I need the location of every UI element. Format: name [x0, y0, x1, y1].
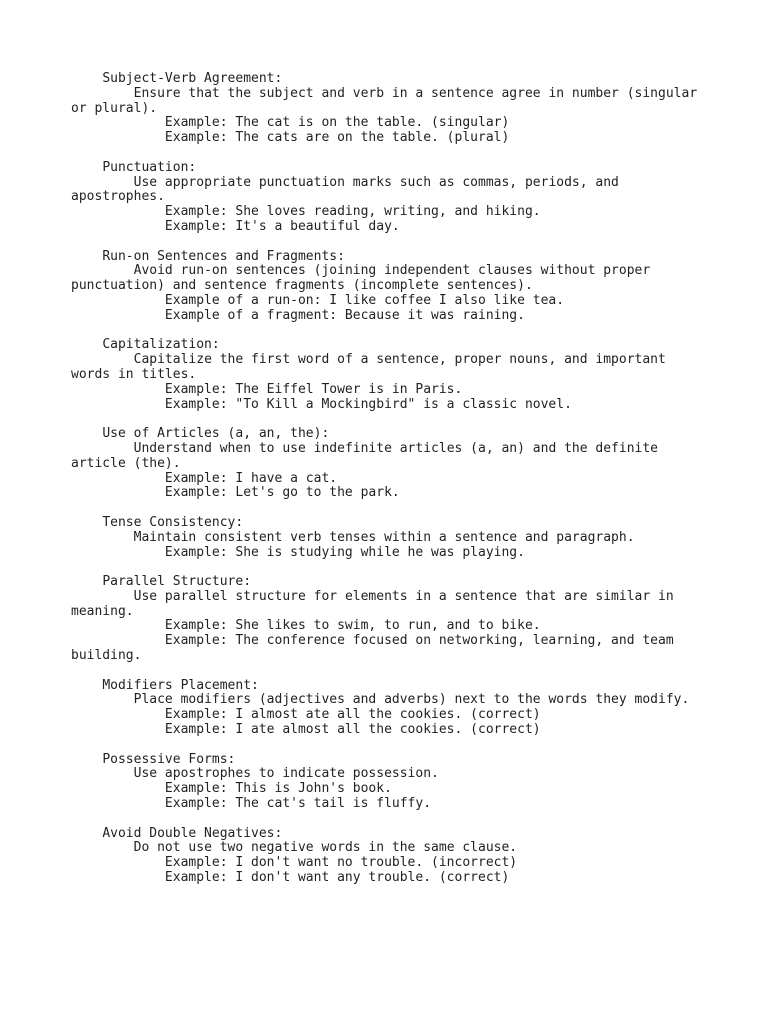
- section-description: Ensure that the subject and verb in a sentence agree in number (singular or plural).: [71, 85, 705, 116]
- section-heading: Use of Articles (a, an, the):: [71, 426, 330, 442]
- example-line: Example: The conference focused on networking, learning, and team building.: [71, 633, 682, 664]
- example-line: Example: I have a cat.: [71, 470, 338, 486]
- rule-section: [71, 338, 701, 412]
- example-line: Example: I ate almost all the cookies. (correct): [71, 722, 541, 738]
- example-line: Example: She loves reading, writing, and hiking.: [71, 204, 541, 220]
- example-line: Example of a fragment: Because it was raining.: [71, 307, 525, 323]
- rule-section: [71, 427, 701, 501]
- section-heading: Tense Consistency:: [71, 514, 244, 530]
- rule-section: [71, 161, 701, 235]
- section-description: Use parallel structure for elements in a sentence that are similar in meaning.: [71, 588, 682, 619]
- example-line: Example: The cats are on the table. (plural): [71, 130, 510, 146]
- example-line: Example: She is studying while he was playing.: [71, 544, 525, 560]
- section-heading: Modifiers Placement:: [71, 677, 259, 693]
- section-description: Understand when to use indefinite articles (a, an) and the definite article (the).: [71, 440, 666, 471]
- section-description: Use apostrophes to indicate possession.: [71, 766, 439, 782]
- section-description: Place modifiers (adjectives and adverbs) next to the words they modify.: [71, 692, 690, 708]
- section-description: Use appropriate punctuation marks such as commas, periods, and apostrophes.: [71, 174, 627, 205]
- section-heading: Possessive Forms:: [71, 751, 236, 767]
- rule-section: [71, 250, 701, 324]
- rule-section: [71, 679, 701, 738]
- example-line: Example: "To Kill a Mockingbird" is a classic novel.: [71, 396, 572, 412]
- example-line: Example of a run-on: I like coffee I also like tea.: [71, 292, 565, 308]
- example-line: Example: I don't want any trouble. (correct): [71, 870, 510, 886]
- example-line: Example: She likes to swim, to run, and to bike.: [71, 618, 541, 634]
- example-line: Example: I don't want no trouble. (incorrect): [71, 855, 518, 871]
- example-line: Example: The Eiffel Tower is in Paris.: [71, 381, 463, 397]
- section-heading: Avoid Double Negatives:: [71, 825, 283, 841]
- section-heading: Run-on Sentences and Fragments:: [71, 248, 345, 264]
- rule-section: [71, 827, 701, 886]
- section-description: Avoid run-on sentences (joining independent clauses without proper punctuation) and sentence fragments (incomplete sentences).: [71, 263, 659, 294]
- example-line: Example: This is John's book.: [71, 781, 392, 797]
- section-description: Do not use two negative words in the same clause.: [71, 840, 518, 856]
- section-heading: Parallel Structure:: [71, 574, 252, 590]
- section-description: Maintain consistent verb tenses within a sentence and paragraph.: [71, 529, 635, 545]
- example-line: Example: It's a beautiful day.: [71, 218, 400, 234]
- section-description: Capitalize the first word of a sentence, proper nouns, and important words in titles.: [71, 352, 674, 382]
- rule-section: [71, 575, 701, 664]
- rule-section: [71, 71, 705, 146]
- example-line: Example: I almost ate all the cookies. (correct): [71, 707, 541, 723]
- rule-section: [71, 753, 701, 812]
- section-heading: Punctuation:: [71, 159, 197, 175]
- example-line: Example: The cat's tail is fluffy.: [71, 796, 432, 812]
- section-heading: Capitalization:: [71, 337, 220, 353]
- example-line: Example: The cat is on the table. (singular): [71, 115, 510, 131]
- rule-section: [71, 516, 701, 560]
- example-line: Example: Let's go to the park.: [71, 485, 400, 501]
- document-body: [71, 71, 705, 901]
- section-heading: Subject-Verb Agreement:: [71, 71, 283, 86]
